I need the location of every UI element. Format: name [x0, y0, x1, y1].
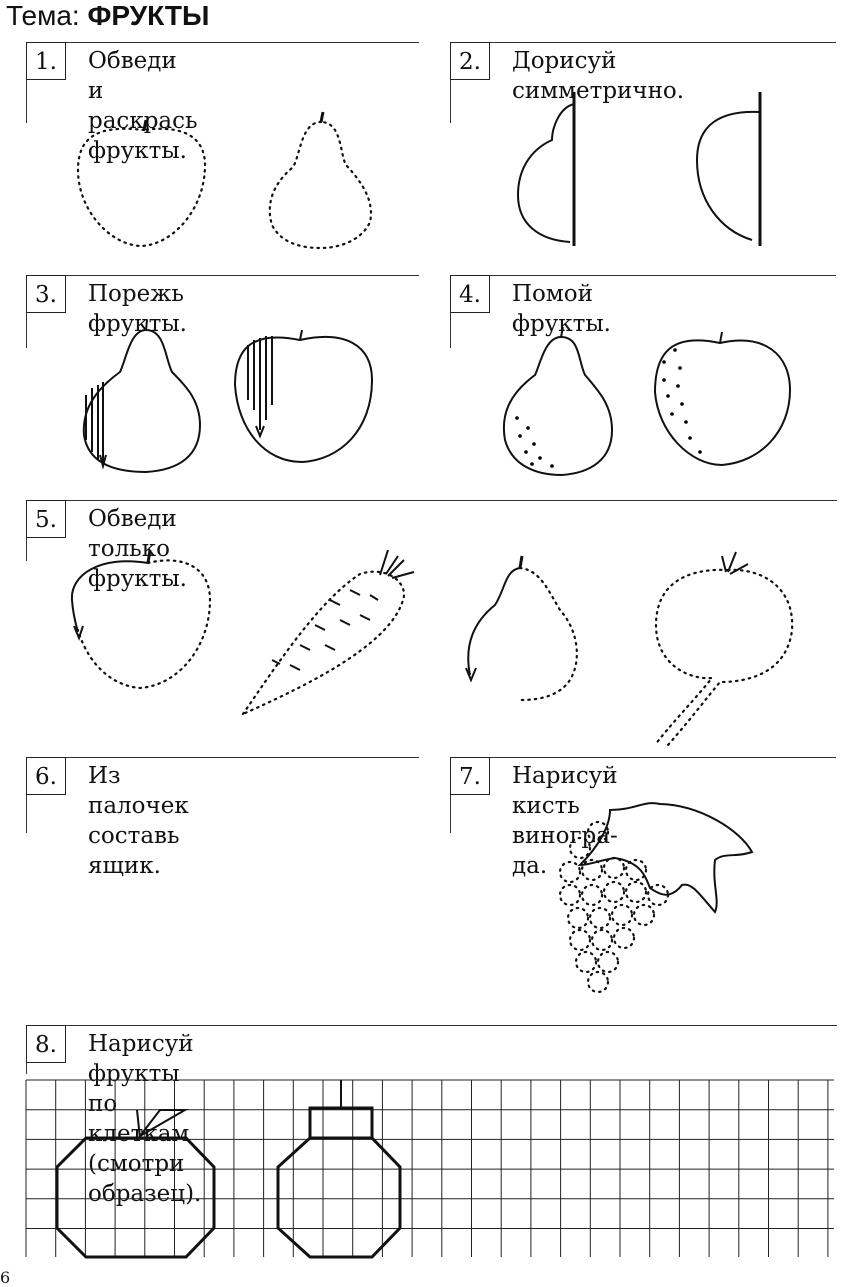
task-6-title: Из палочек составь ящик.	[88, 763, 189, 879]
topic-title: ФРУКТЫ	[87, 0, 210, 31]
task-6-number: 6.	[26, 757, 66, 795]
task-1-number: 1.	[26, 42, 66, 80]
sample-pear	[278, 1138, 400, 1257]
task-3-title: Порежь фрукты.	[88, 281, 187, 337]
task-4-number: 4.	[450, 275, 490, 313]
page-number: 6	[0, 1268, 11, 1287]
sample-pear-top	[310, 1108, 372, 1138]
task-2-title: Дорисуй симметрично.	[512, 48, 685, 104]
task-7-title: Нарисуй кисть виногра- да.	[512, 763, 618, 879]
task-1-title: Обведи и раскрась фрукты.	[88, 48, 198, 164]
sample-apple	[57, 1138, 214, 1257]
task-3-number: 3.	[26, 275, 66, 313]
sample-apple-stem	[137, 1110, 185, 1138]
task-7-number: 7.	[450, 757, 490, 795]
task-5-number: 5.	[26, 500, 66, 538]
task-2-number: 2.	[450, 42, 490, 80]
task-8-number: 8.	[26, 1025, 66, 1063]
task-8-title: Нарисуй фрукты по клеткам (смотри образец).	[88, 1031, 202, 1207]
topic-prefix: Тема:	[6, 0, 88, 31]
task-4-title: Помой фрукты.	[512, 281, 611, 337]
task-5-title: Обведи только фрукты.	[88, 506, 187, 592]
